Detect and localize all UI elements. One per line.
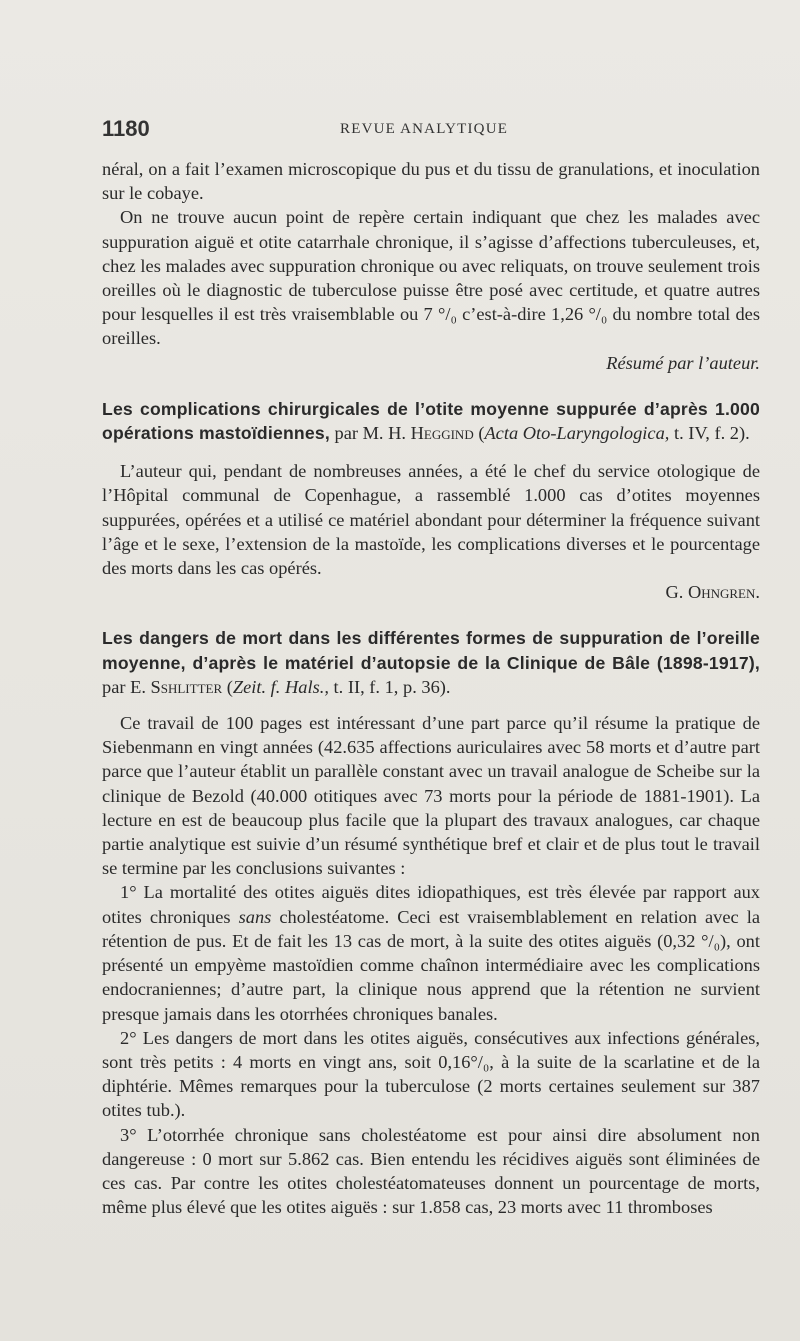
paragraph-text: On ne trouve aucun point de repère certain indiquant que chez les malades avec suppuration aiguë et otite catarrhale chronique, il s’agisse d’affections tuberculeuses, et, chez les malades avec suppuration chronique ou avec reliquats, on trouve seulement trois oreilles où le diagnostic de tuberculose puisse être posé avec certitude, et quatre autres pour lesquelles il est très vraisemblable ou 7 °/₀ c’est-à-dire 1,26 °/₀ du nombre total des oreilles. <box>102 207 760 349</box>
paragraph-continuation: néral, on a fait l’examen microscopique du pus et du tissu de granulations, et inoculation sur le cobaye. <box>102 159 760 204</box>
article-author: Sshlitter <box>150 676 223 697</box>
article-title: Les complications chirurgicales de l’otite moyenne suppurée d’après 1.000 opérations mastoïdiennes, <box>102 398 760 444</box>
page-body <box>102 157 760 1219</box>
running-title: REVUE ANALYTIQUE <box>340 121 509 137</box>
journal-reference: t. II, f. 1, p. 36). <box>328 676 451 697</box>
paragraph-text: 1° La mortalité des otites aiguës dites idiopathiques, est très élevée par rapport aux otites chroniques <box>102 882 760 927</box>
byline: par E. <box>102 676 151 697</box>
article-abstract <box>102 459 760 604</box>
journal-name: Acta Oto-Laryngologica, <box>484 423 670 444</box>
article-abstract: Ce travail de 100 pages est intéressant d’une part parce qu’il résume la pratique de Siebenmann en vingt années (42.635 affections auriculaires avec 58 morts et d’autre part parce que l’auteur établit un parallèle constant avec un travail analogue de Scheibe sur la clinique de Bezold (40.000 otitiques avec 73 morts pour la période de 1881-1901). La lecture en est de beaucoup plus facile que la plupart des travaux analogues, car chaque partie analytique est suivie d’un résumé synthétique bref et clair et de plus tout le travail se termine par les conclusions suivantes : <box>102 713 760 879</box>
paragraph-text: cholestéatome. Ceci est vraisemblablement en relation avec la rétention de pus. Et de fait les 13 cas de mort, à la suite des otites aiguës (0,32 °/₀), ont présenté un empyème mastoïdien comme chaînon intermédiaire avec les complications endocraniennes; d’autre part, la clinique nous apprend que la rétention ne survient presque jamais dans les otorrhées chroniques banales. <box>102 906 760 1024</box>
source-open: ( <box>222 676 233 697</box>
emphasis: sans <box>238 906 272 927</box>
page-number: 1180 <box>102 116 150 141</box>
abstract-signature: G. Ohngren. <box>665 582 760 603</box>
article-heading-dangers <box>102 626 760 699</box>
journal-name: Zeit. f. Hals., <box>232 676 329 697</box>
paragraph-tuberculosis <box>102 205 760 374</box>
conclusion-3: 3° L’otorrhée chronique sans cholestéatome est pour ainsi dire absolument non dangereuse : 0 mort sur 5.862 cas. Bien entendu les récidives aiguës sont éliminées de ces cas. Par contre les otites cholestéatomateuses donnent un pourcentage de morts, même plus élevé que les otites aiguës : sur 1.858 cas, 23 morts avec 11 thromboses <box>102 1124 760 1218</box>
conclusion-1 <box>102 880 760 1025</box>
source-open: ( <box>473 423 485 444</box>
paragraph-text: L’auteur qui, pendant de nombreuses années, a été le chef du service otologique de l’Hôpital communal de Copenhague, a rassemblé 1.000 cas d’otites moyennes suppurées, opérées et a utilisé ce matériel abondant pour déterminer la fréquence suivant l’âge et le sexe, l’extension de la mastoïde, les complications diverses et le pourcentage des morts dans les cas opérés. <box>102 461 760 579</box>
byline: par M. H. <box>329 423 411 444</box>
article-author: Heggind <box>410 423 474 444</box>
article-title: Les dangers de mort dans les différentes formes de suppuration de l’oreille moyenne, d’après le matériel d’autopsie de la Clinique de Bâle (1898-1917), <box>102 628 760 673</box>
article-heading-complications <box>102 397 760 445</box>
conclusion-2: 2° Les dangers de mort dans les otites aiguës, consécutives aux infections générales, sont très petits : 4 morts en vingt ans, soit 0,16°/₀, à la suite de la scarlatine et de la diphtérie. Mêmes remarques pour la tuberculose (2 morts certaines seulement sur 387 otites tub.). <box>102 1027 760 1121</box>
author-summary-signature: Résumé par l’auteur. <box>606 352 760 373</box>
page-header <box>0 116 800 146</box>
journal-reference: t. IV, f. 2). <box>669 423 750 444</box>
